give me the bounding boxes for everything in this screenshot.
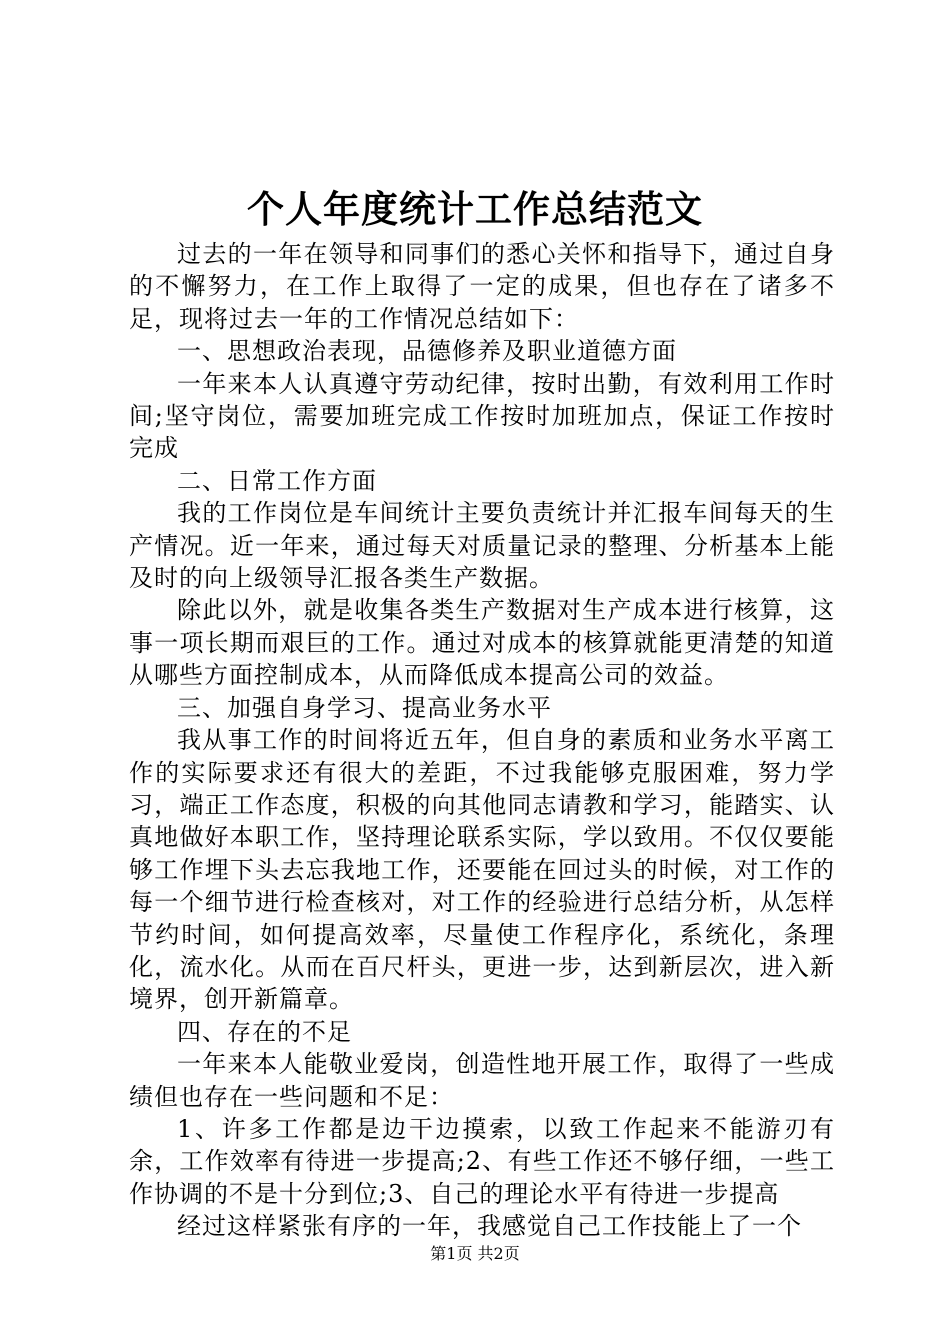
paragraph: 一年来本人认真遵守劳动纪律，按时出勤，有效利用工作时间;坚守岗位，需要加班完成工作按时加班加点，保证工作按时完成: [129, 369, 835, 463]
section-heading-1: 一、思想政治表现，品德修养及职业道德方面: [177, 337, 677, 366]
document-title: 个人年度统计工作总结范文: [247, 187, 703, 231]
paragraph: 除此以外，就是收集各类生产数据对生产成本进行核算，这事一项长期而艰巨的工作。通过对成本的核算就能更清楚的知道从哪些方面控制成本，从而降低成本提高公司的效益。: [129, 596, 835, 690]
section-heading-3: 三、加强自身学习、提高业务水平: [177, 693, 552, 722]
paragraph: 一年来本人能敬业爱岗，创造性地开展工作，取得了一些成绩但也存在一些问题和不足：: [129, 1050, 835, 1111]
document-body: [129, 238, 835, 1243]
paragraph: 我的工作岗位是车间统计主要负责统计并汇报车间每天的生产情况。近一年来，通过每天对质量记录的整理、分析基本上能及时的向上级领导汇报各类生产数据。: [129, 499, 835, 593]
page-number: 第1页 共2页: [430, 1244, 520, 1263]
paragraph-intro: 过去的一年在领导和同事们的悉心关怀和指导下，通过自身的不懈努力，在工作上取得了一定的成果，但也存在了诸多不足，现将过去一年的工作情况总结如下：: [129, 240, 835, 333]
section-heading-4: 四、存在的不足: [177, 1017, 352, 1046]
paragraph-numbered-list: 1、许多工作都是边干边摸索，以致工作起来不能游刃有余，工作效率有待进一步提高;2、有些工作还不够仔细，一些工作协调的不是十分到位;3、自己的理论水平有待进一步提高: [129, 1114, 835, 1208]
section-heading-2: 二、日常工作方面: [177, 466, 377, 495]
paragraph: 我从事工作的时间将近五年，但自身的素质和业务水平离工作的实际要求还有很大的差距，不过我能够克服困难，努力学习，端正工作态度，积极的向其他同志请教和学习，能踏实、认真地做好本职工作，坚持理论联系实际，学以致用。不仅仅要能够工作埋下头去忘我地工作，还要能在回过头的时候，对工作的每一个细节进行检查核对，对工作的经验进行总结分析，从怎样节约时间，如何提高效率，尽量使工作程序化，系统化，条理化，流水化。从而在百尺杆头，更进一步，达到新层次，进入新境界，创开新篇章。: [129, 726, 835, 1014]
paragraph: 经过这样紧张有序的一年，我感觉自己工作技能上了一个: [177, 1212, 802, 1241]
